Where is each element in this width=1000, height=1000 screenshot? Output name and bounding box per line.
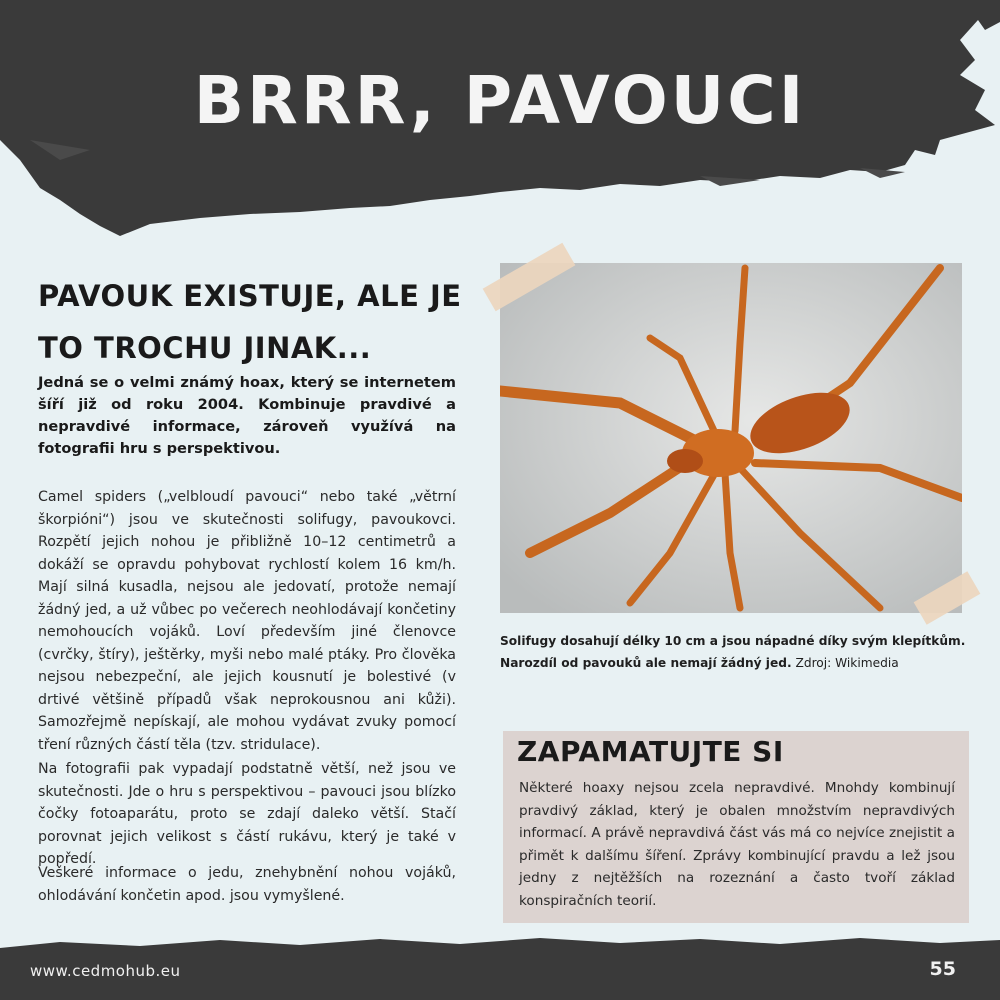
- page-title: BRRR, PAVOUCI: [193, 62, 807, 139]
- photo-caption: [500, 630, 970, 674]
- header-band: [0, 0, 1000, 240]
- body-paragraph-3: Veškeré informace o jedu, znehybnění nohou vojáků, ohlodávání končetin apod. jsou vymyšlené.: [38, 865, 456, 904]
- remember-box: [503, 731, 969, 923]
- remember-text: Některé hoaxy nejsou zcela nepravdivé. Mnohdy kombinují pravdivý základ, který je obalen množstvím nepravdivých informací. A právě nepravdivá část vás má co nejvíce znejistit a přimět k dalšímu šíření. Zprávy kombinující pravdu a lež jsou jedny z nejtěžších na rozeznání a často tvoří základ konspiračních teorií.: [519, 780, 955, 909]
- caption-source: Zdroj: Wikimedia: [791, 656, 899, 670]
- footer-url[interactable]: www.cedmohub.eu: [30, 962, 181, 980]
- intro-paragraph: Jedná se o velmi známý hoax, který se internetem šíří již od roku 2004. Kombinuje pravdivé a nepravdivé informace, zároveň využívá na fotografii hru s perspektivou.: [38, 374, 456, 457]
- section-heading: PAVOUK EXISTUJE, ALE JE TO TROCHU JINAK...: [38, 279, 462, 365]
- remember-title: ZAPAMATUJTE SI: [517, 735, 784, 768]
- page-number: 55: [929, 958, 956, 980]
- footer: [0, 936, 1000, 1000]
- body-paragraph-1: Camel spiders („velbloudí pavouci“ nebo také „větrní škorpióni“) jsou ve skutečnosti solifugy, pavoukovci. Rozpětí jejich nohou je přibližně 10–12 centimetrů a dokáží se opravdu pohybovat rychlostí kolem 16 km/h. Mají silná kusadla, nejsou ale jedovatí, protože nemají žádný jed, a už vůbec po večerech neohlodávají končetiny nemohoucích vojáků. Loví především jiné členovce (cvrčky, štíry), ještěrky, myši nebo malé ptáky. Pro člověka nejsou nebezpeční, ale jejich kousnutí je bolestivé (v drtivé většině případů však neprokousnou ani kůži). Samozřejmě nepískají, ale mohou vydávat zvuky pomocí tření různých částí těla (tzv. stridulace).: [38, 489, 456, 753]
- caption-bold: Solifugy dosahují délky 10 cm a jsou nápadné díky svým klepítkům. Narozdíl od pavouků ale nemají žádný jed.: [500, 634, 966, 670]
- spider-photo: [500, 263, 962, 613]
- spider-illustration: [500, 263, 962, 613]
- body-paragraph-2: Na fotografii pak vypadají podstatně větší, než jsou ve skutečnosti. Jde o hru s perspektivou – pavouci jsou blízko čočky fotoaparátu, proto se zdají daleko větší. Stačí porovnat jejich velikost s částí rukávu, který je také v popředí.: [38, 761, 456, 867]
